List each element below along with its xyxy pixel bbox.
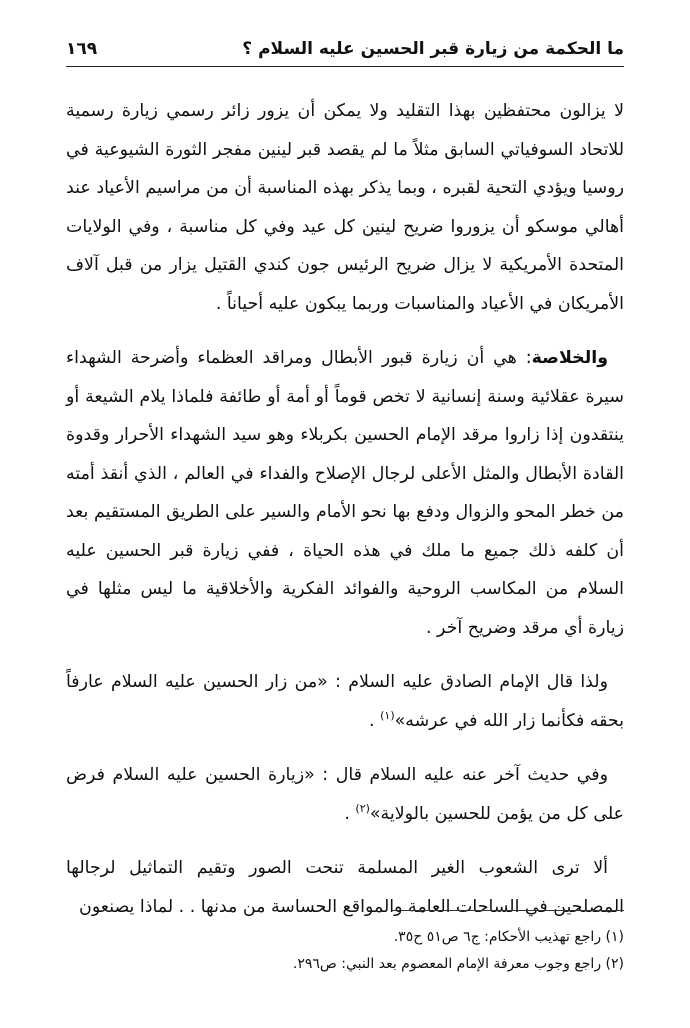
footnote-ref-1[interactable]: (١) xyxy=(380,708,395,722)
page-body xyxy=(66,92,624,926)
conclusion-lead: والخلاصة xyxy=(531,348,608,368)
header-divider xyxy=(66,66,624,67)
footnote-divider xyxy=(392,910,624,911)
paragraph-quote-1 xyxy=(66,663,624,740)
quote-1-text: ولذا قال الإمام الصادق عليه السلام : «من زار الحسين عليه السلام عارفاً بحقه فكأنما زار الله في عرشه» xyxy=(66,672,624,731)
conclusion-text: : هي أن زيارة قبور الأبطال ومراقد العظماء وأضرحة الشهداء سيرة عقلائية وسنة إنسانية لا تخص قوماً أو أمة أو طائفة فلماذا يلام الشيعة أو ينتقدون إذا زاروا مرقد الإمام الحسين بكربلاء وهو سيد الشهداء الأحرار وقدوة القادة الأبطال والمثل الأعلى لرجال الإصلاح والفداء في العالم ، الذي أنقذ أمته من خطر المحو والزوال ودفع بها نحو الأمام والسير على الطريق المستقيم بعد أن كلفه ذلك جميع ما ملك في هذه الحياة ، ففي زيارة قبر الحسين عليه السلام من المكاسب الروحية والفوائد الفكرية والأخلاقية ما ليس مثلها في زيارة أي مرقد وضريح آخر . xyxy=(66,348,624,638)
footnote-ref-2[interactable]: (٢) xyxy=(355,801,370,815)
page-number: ١٦٩ xyxy=(66,39,98,59)
footnote-2: (٢) راجع وجوب معرفة الإمام المعصوم بعد النبي: ص٢٩٦. xyxy=(292,956,624,972)
footnote-1: (١) راجع تهذيب الأحكام: ج٦ ص٥١ ح٣٥. xyxy=(393,929,624,945)
paragraph-last: ألا ترى الشعوب الغير المسلمة تنحت الصور وتقيم التماثيل لرجالها المصلحين في الساحات العامة والمواقع الحساسة من مدنها . . لماذا يصنعون xyxy=(66,858,624,917)
paragraph-conclusion xyxy=(66,339,624,647)
running-header xyxy=(66,34,624,64)
quote-1-end: . xyxy=(369,710,381,731)
quote-2-text: وفي حديث آخر عنه عليه السلام قال : «زيارة الحسين عليه السلام فرض على كل من يؤمن للحسين بالولاية» xyxy=(66,765,624,824)
paragraph-quote-2 xyxy=(66,756,624,833)
paragraph-continuation: لا يزالون محتفظين بهذا التقليد ولا يمكن أن يزور زائر رسمي زيارة رسمية للاتحاد السوفياتي السابق مثلاً ما لم يقصد قبر لينين مفجر الثورة الشيوعية في روسيا ويؤدي التحية لقبره ، وبما يذكر بهذه المناسبة أن من مراسيم الأعياد عند أهالي موسكو أن يزوروا ضريح لينين كل عيد وفي كل مناسبة ، وفي الولايات المتحدة الأمريكية لا يزال ضريح الرئيس جون كندي القتيل يزار من قبل آلاف الأمريكان في الأعياد والمناسبات وربما يبكون عليه أحياناً . xyxy=(66,101,624,314)
chapter-title: ما الحكمة من زيارة قبر الحسين عليه السلام ؟ xyxy=(242,39,624,59)
quote-2-end: . xyxy=(344,803,356,824)
footnotes xyxy=(66,924,624,978)
